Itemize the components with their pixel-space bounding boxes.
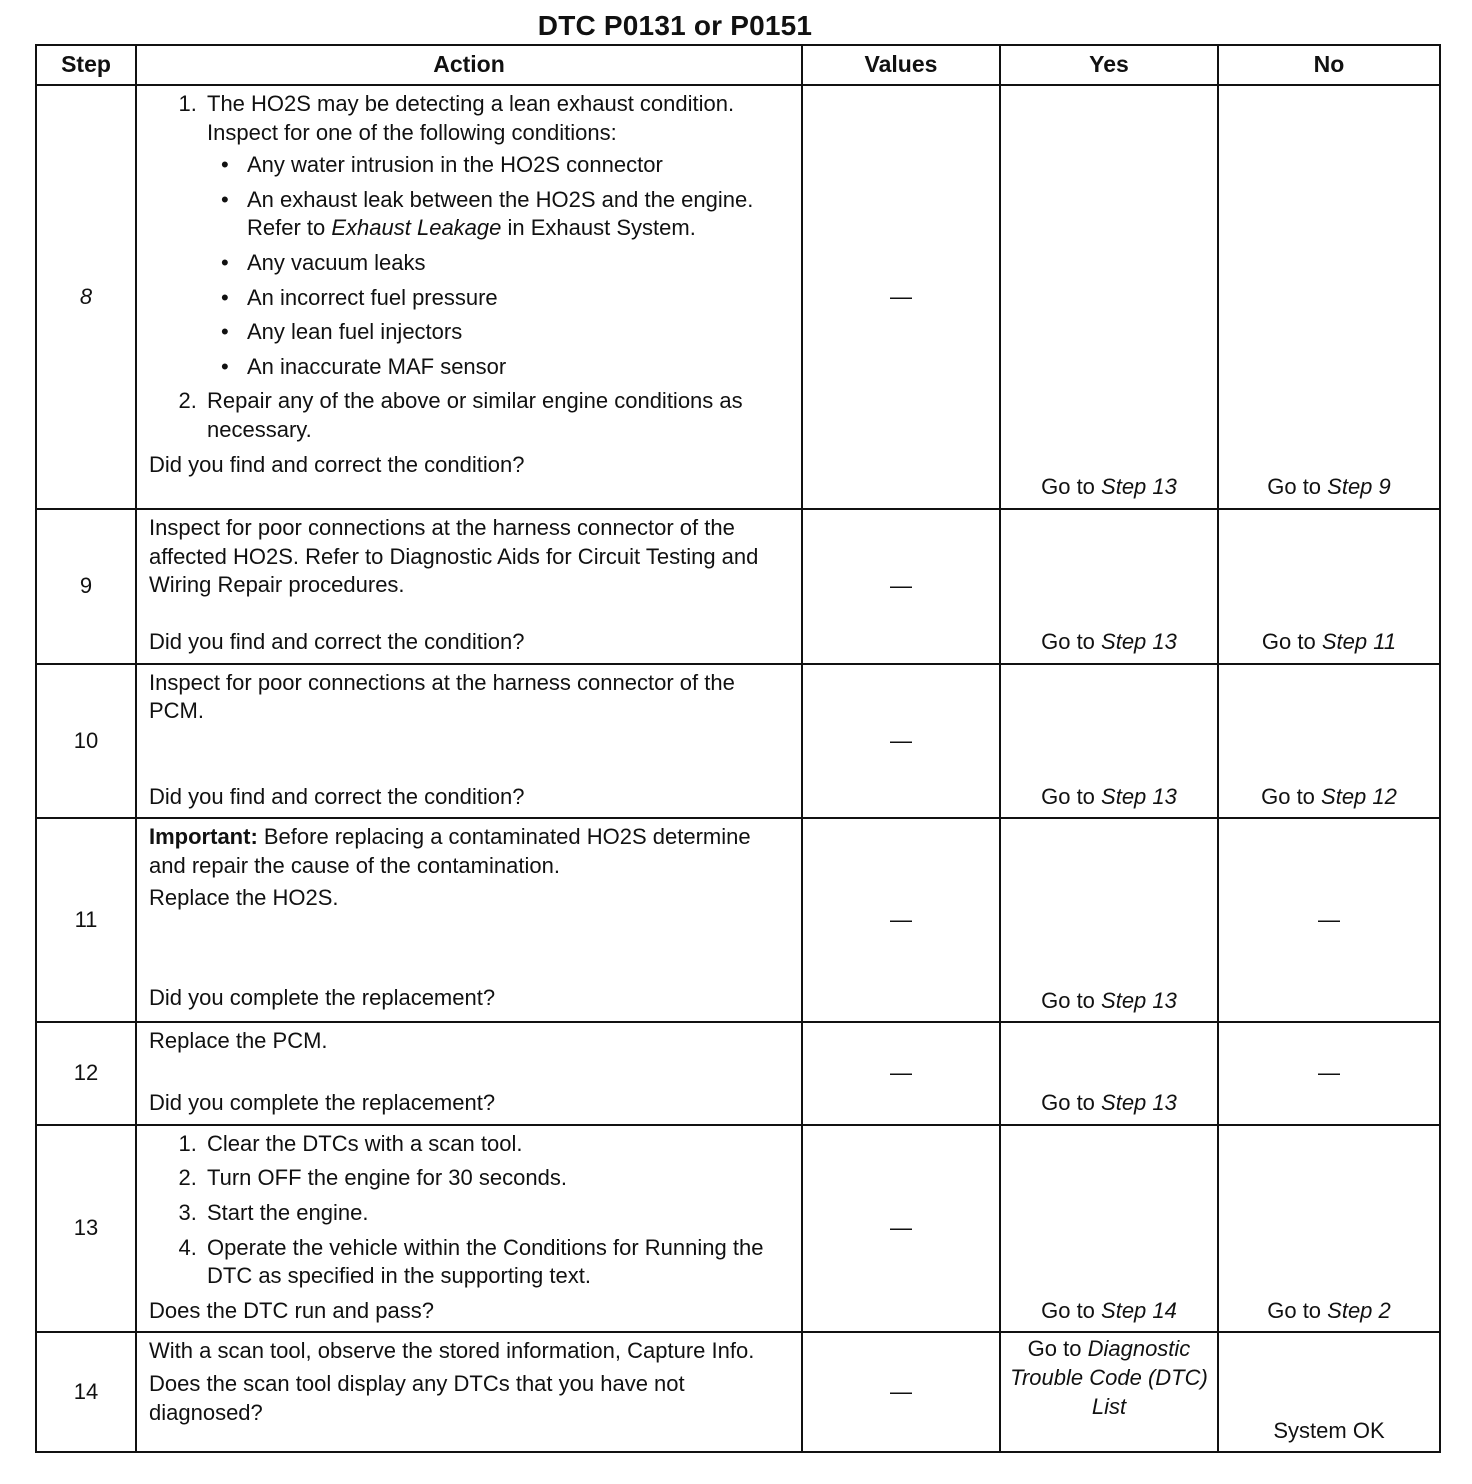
- action-cell: [136, 509, 802, 664]
- goto-step: Diagnostic Trouble Code (DTC) List: [1010, 1336, 1208, 1419]
- goto-text: Go to: [1267, 474, 1328, 500]
- result-text: System OK: [1273, 1417, 1385, 1443]
- action-cell: [136, 1125, 802, 1333]
- values-cell: [802, 85, 1000, 509]
- table-row: [36, 1125, 1440, 1333]
- goto-text: Go to: [1261, 629, 1322, 654]
- question-text: Does the DTC run and pass?: [149, 1297, 434, 1323]
- dash-mark: —: [890, 906, 912, 932]
- action-text: Replace the PCM.: [149, 1028, 328, 1054]
- list-item: [203, 90, 791, 381]
- no-cell: [1218, 509, 1440, 664]
- goto-step: Step 13: [1101, 783, 1177, 809]
- values-cell: [802, 1125, 1000, 1333]
- action-text: Inspect for poor connections at the harness connector of the PCM.: [149, 669, 735, 724]
- dash-mark: —: [890, 727, 912, 753]
- header-action: Action: [136, 45, 802, 85]
- list-item-text: The HO2S may be detecting a lean exhaust condition. Inspect for one of the following conditions:: [207, 91, 735, 145]
- goto-text: Go to: [1261, 783, 1322, 809]
- dash-mark: —: [1318, 1060, 1340, 1086]
- goto-text: Go to: [1041, 1090, 1102, 1116]
- goto-step: Step 12: [1321, 783, 1397, 809]
- bullet-item: [243, 186, 791, 243]
- question-text: Did you complete the replacement?: [149, 1090, 496, 1116]
- question-text: Did you find and correct the condition?: [149, 629, 525, 654]
- goto-step: Step 2: [1327, 1297, 1391, 1323]
- bullet-list: [207, 151, 791, 381]
- bullet-item: • An incorrect fuel pressure: [243, 284, 791, 313]
- yes-cell: [1000, 818, 1218, 1022]
- action-text: Inspect for poor connections at the harness connector of the affected HO2S. Refer to Diagnostic Aids for Circuit Testing and Wiring Repair procedures.: [149, 515, 759, 598]
- action-text: Replace the HO2S.: [149, 885, 339, 911]
- question-text: Did you complete the replacement?: [149, 985, 496, 1011]
- dtc-table: [35, 44, 1441, 1453]
- header-no: No: [1218, 45, 1440, 85]
- no-cell: [1218, 1022, 1440, 1125]
- step-number: 9: [36, 509, 136, 664]
- yes-cell: [1000, 664, 1218, 819]
- list-item: 2. Repair any of the above or similar engine conditions as necessary.: [203, 387, 791, 444]
- step-number: 11: [36, 818, 136, 1022]
- dash-mark: —: [890, 573, 912, 598]
- goto-step: Step 13: [1101, 1090, 1177, 1116]
- bullet-text: An exhaust leak between the HO2S and the engine. Refer to: [247, 186, 754, 241]
- no-cell: [1218, 85, 1440, 509]
- values-cell: [802, 664, 1000, 819]
- dash-mark: —: [1318, 906, 1340, 932]
- important-note: [149, 823, 791, 880]
- table-row: [36, 509, 1440, 664]
- action-cell: [136, 664, 802, 819]
- bullet-text: in Exhaust System.: [501, 215, 696, 241]
- question-text: Did you find and correct the condition?: [149, 783, 525, 809]
- step-number: 13: [36, 1125, 136, 1333]
- goto-text: Go to: [1041, 474, 1102, 500]
- reference-link-text: Exhaust Leakage: [331, 215, 502, 241]
- goto-text: Go to: [1041, 629, 1102, 654]
- bullet-item: • Any lean fuel injectors: [243, 318, 791, 347]
- dash-mark: —: [890, 1379, 912, 1405]
- step-number: 10: [36, 664, 136, 819]
- action-cell: [136, 1022, 802, 1125]
- header-step: Step: [36, 45, 136, 85]
- yes-cell: [1000, 85, 1218, 509]
- goto-step: Step 11: [1321, 629, 1397, 654]
- yes-cell: [1000, 1332, 1218, 1452]
- yes-cell: [1000, 1125, 1218, 1333]
- values-cell: [802, 1022, 1000, 1125]
- no-cell: [1218, 1332, 1440, 1452]
- step-number: 14: [36, 1332, 136, 1452]
- table-header-row: [36, 45, 1440, 85]
- goto-text: Go to: [1267, 1297, 1328, 1323]
- important-text: Before replacing a contaminated HO2S determine and repair the cause of the contamination.: [149, 824, 751, 878]
- action-text: With a scan tool, observe the stored information, Capture Info.: [149, 1338, 755, 1364]
- header-yes: Yes: [1000, 45, 1218, 85]
- bullet-item: • An inaccurate MAF sensor: [243, 353, 791, 382]
- action-cell: [136, 1332, 802, 1452]
- list-item: 4. Operate the vehicle within the Conditions for Running the DTC as specified in the supporting text.: [203, 1234, 791, 1291]
- header-values: Values: [802, 45, 1000, 85]
- no-cell: [1218, 1125, 1440, 1333]
- table-row: [36, 85, 1440, 509]
- goto-text: Go to: [1041, 1297, 1102, 1323]
- step-number: 8: [36, 85, 136, 509]
- values-cell: [802, 509, 1000, 664]
- important-label: Important:: [149, 824, 258, 850]
- dash-mark: —: [890, 1215, 912, 1241]
- yes-cell: [1000, 1022, 1218, 1125]
- values-cell: [802, 818, 1000, 1022]
- goto-step: Step 14: [1101, 1297, 1177, 1323]
- question-text: Did you find and correct the condition?: [149, 451, 525, 477]
- bullet-item: • Any water intrusion in the HO2S connector: [243, 151, 791, 180]
- table-row: [36, 664, 1440, 819]
- values-cell: [802, 1332, 1000, 1452]
- no-cell: [1218, 818, 1440, 1022]
- action-cell: [136, 818, 802, 1022]
- action-list: [149, 1130, 791, 1291]
- dash-mark: —: [890, 283, 912, 309]
- table-row: [36, 818, 1440, 1022]
- bullet-item: • Any vacuum leaks: [243, 249, 791, 278]
- action-cell: [136, 85, 802, 509]
- goto-text: Go to: [1041, 987, 1102, 1013]
- goto-step: Step 13: [1101, 474, 1177, 500]
- page-title: DTC P0131 or P0151: [537, 10, 813, 41]
- step-number: 12: [36, 1022, 136, 1125]
- goto-step: Step 13: [1101, 987, 1177, 1013]
- list-item: 3. Start the engine.: [203, 1199, 791, 1228]
- question-text: Does the scan tool display any DTCs that you have not diagnosed?: [149, 1370, 685, 1425]
- goto-text: Go to: [1041, 783, 1102, 809]
- goto-step: Step 9: [1327, 474, 1391, 500]
- no-cell: [1218, 664, 1440, 819]
- list-item: 2. Turn OFF the engine for 30 seconds.: [203, 1164, 791, 1193]
- dash-mark: —: [890, 1060, 912, 1086]
- goto-text: Go to: [1027, 1336, 1088, 1362]
- table-row: [36, 1022, 1440, 1125]
- action-list: [149, 90, 791, 445]
- yes-cell: [1000, 509, 1218, 664]
- list-item: 1. Clear the DTCs with a scan tool.: [203, 1130, 791, 1159]
- table-row: [36, 1332, 1440, 1452]
- goto-step: Step 13: [1101, 629, 1177, 654]
